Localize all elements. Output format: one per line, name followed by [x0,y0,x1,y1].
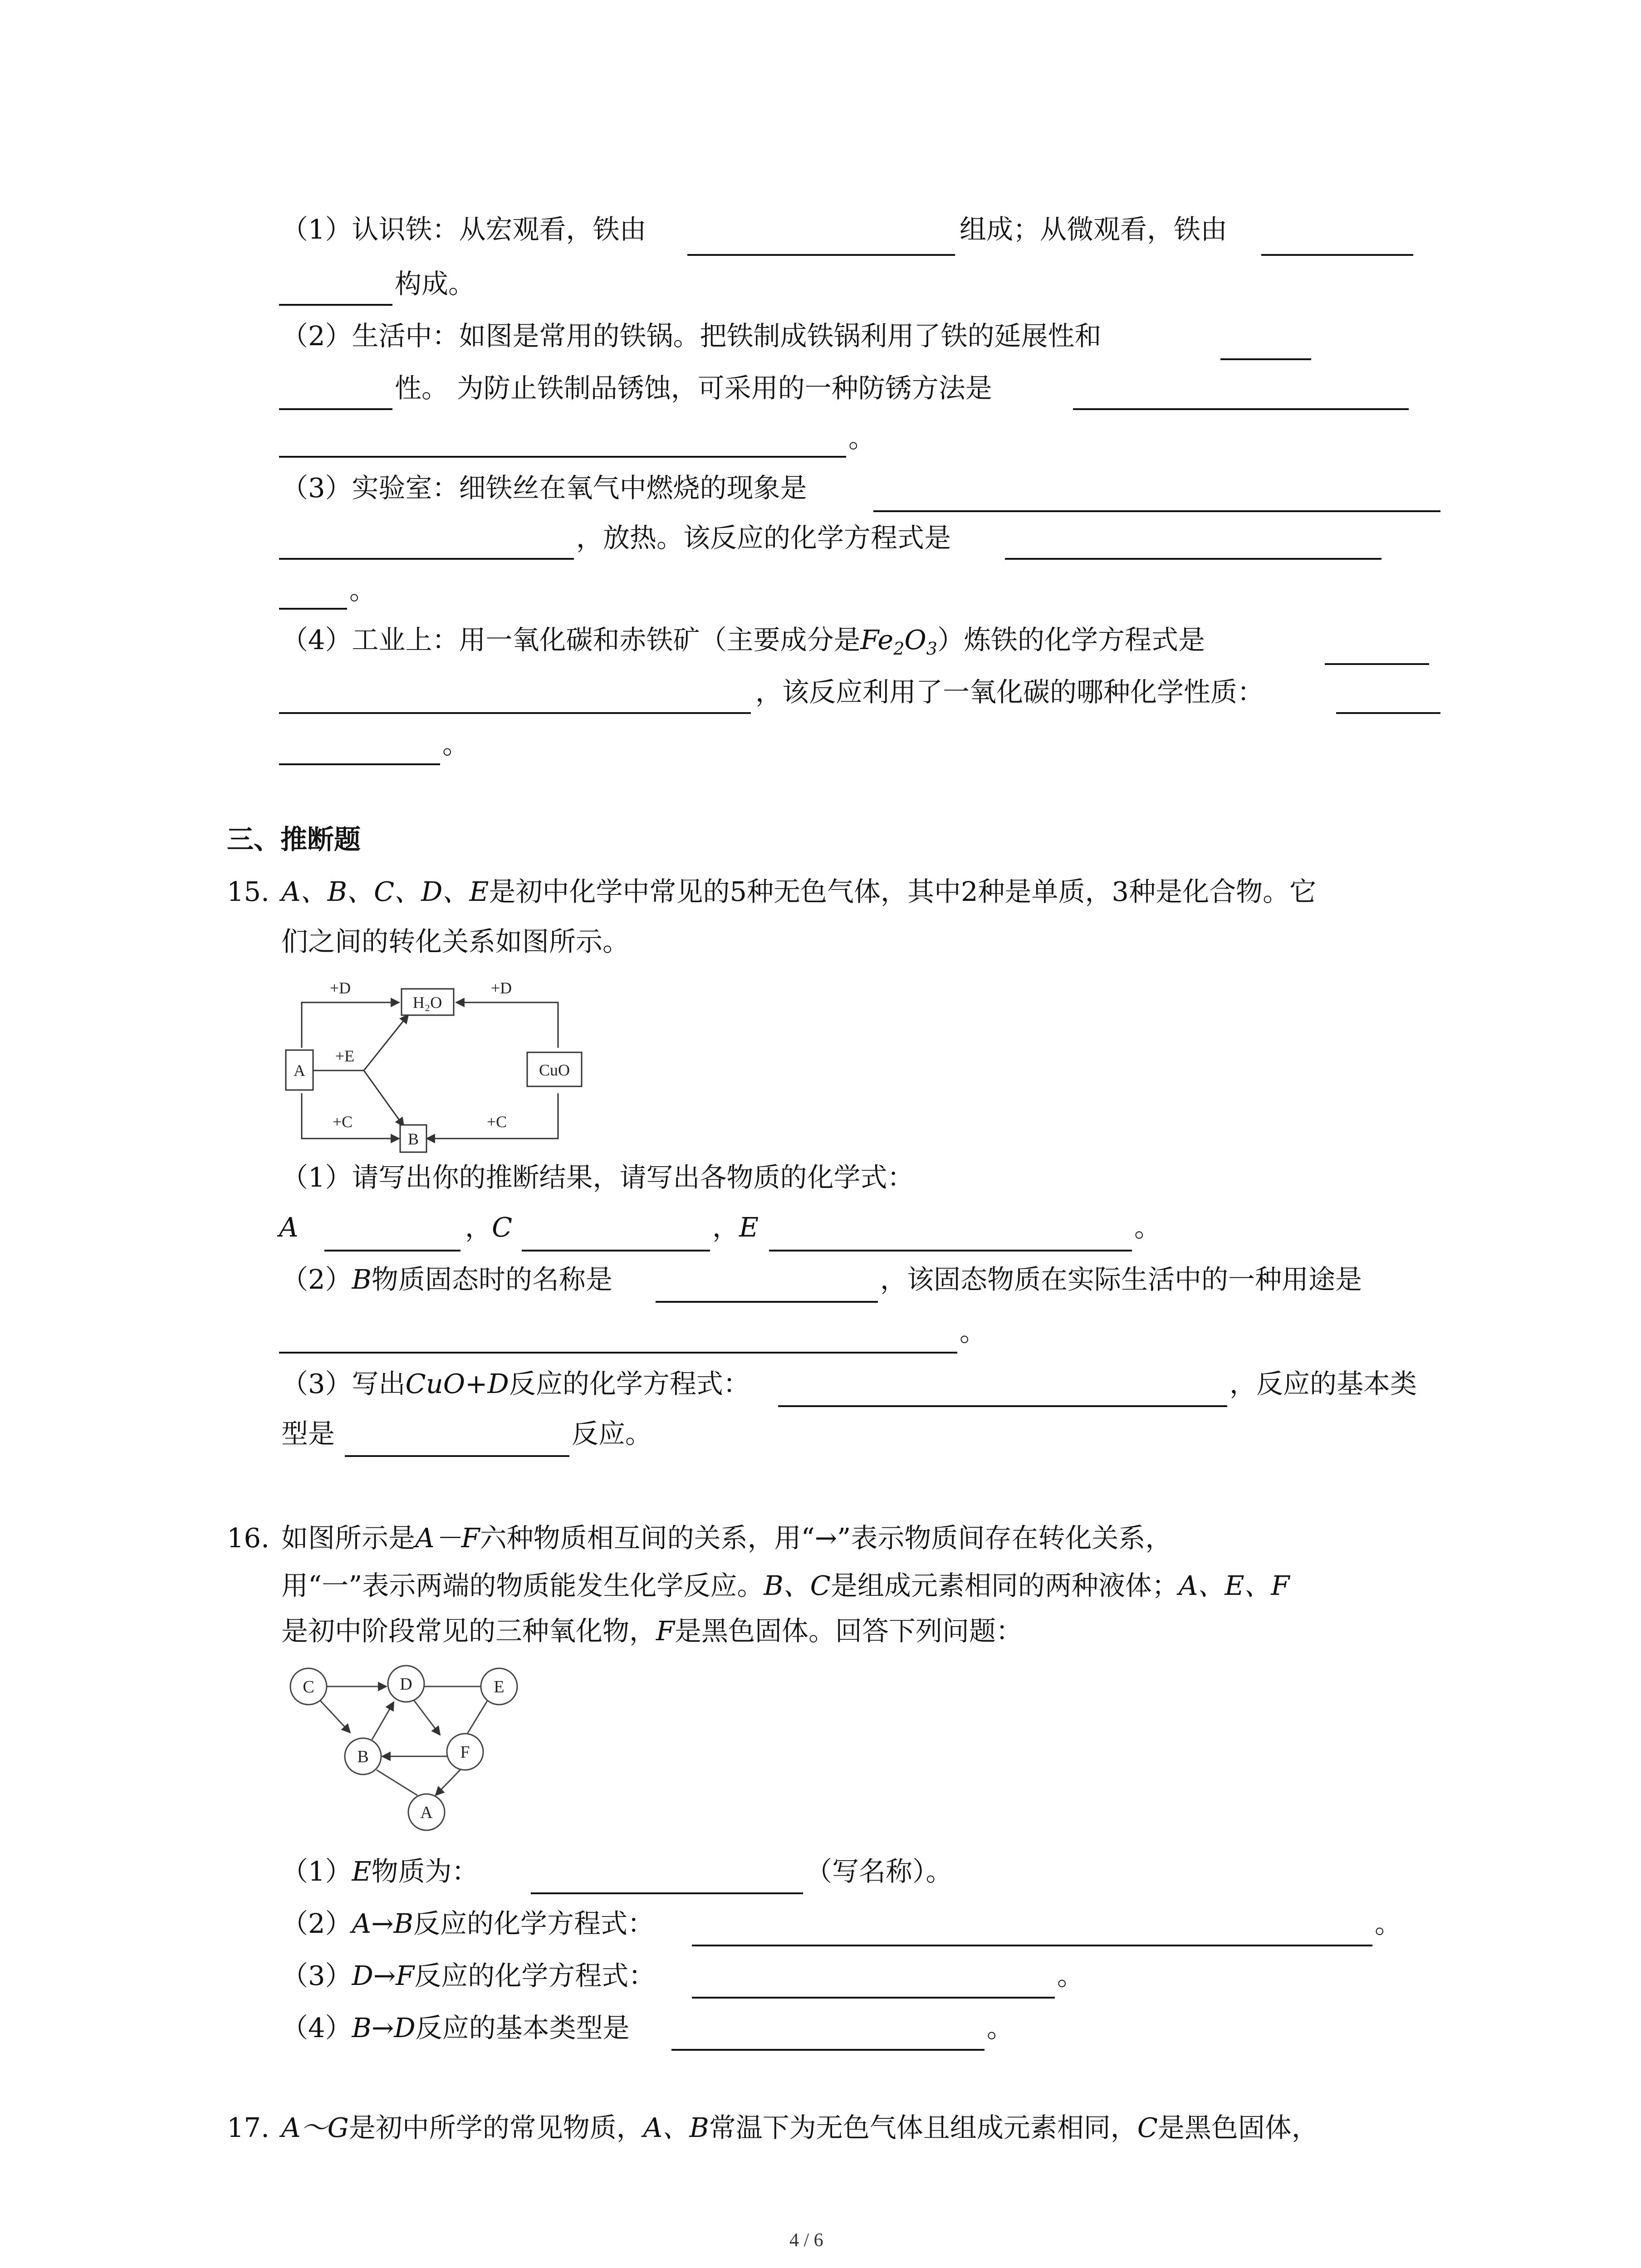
q15-p3-text: 反应的化学方程式： [509,1368,750,1399]
q14-p4-text-a: （4）工业上：用一氧化碳和赤铁矿（主要成分是 [281,624,861,655]
q14-p4-line [281,624,1205,665]
q15-intro-line2: 们之间的转化关系如图所示。 [281,926,630,957]
q16-p3-end: 。 [1057,1960,1084,1991]
q17-text-d: 常温下为无色气体且组成元素相同， [709,2112,1137,2143]
q14-blank-co-property-2[interactable] [279,763,440,765]
q16-p2-text: 反应的化学方程式： [413,1908,654,1939]
page-number: 4 / 6 [789,2230,823,2251]
q14-p2-text-c: 。 [848,422,876,454]
q17-letter-c: C [1137,2112,1158,2143]
q15-p2-prefix: （2） [281,1264,352,1295]
q16-node-label-d: D [400,1675,412,1694]
q15-p1-label-e: ，E [712,1212,759,1243]
q16-p2-prefix: （2） [281,1908,352,1939]
q15-p2-letter: B [352,1264,372,1295]
q14-blank-phenomenon-1[interactable] [873,510,1440,512]
q15-edge-label-d2: +D [490,979,512,997]
q14-p2-text-a: （2）生活中：如图是常用的铁锅。把铁制成铁锅利用了铁的延展性和 [281,320,1102,352]
q16-p3-prefix: （3） [281,1960,352,1991]
q15-intro-line1 [281,875,1316,908]
q15-edge-label-c2: +C [486,1113,507,1131]
q16-blank-e-name[interactable] [531,1892,803,1894]
q16-node-label-f: F [460,1743,470,1762]
q14-p3-text-c: 。 [349,574,377,606]
q14-blank-phenomenon-2[interactable] [279,558,574,560]
q15-p3-formula: CuO+D [405,1368,509,1399]
q15-p1-label-a: A [279,1212,299,1243]
q15-node-label-b: B [407,1130,419,1148]
q16-l3-a: 是初中阶段常见的三种氧化物， [281,1615,656,1647]
q15-blank-cuo-equation[interactable] [778,1405,1227,1407]
q16-line2 [281,1569,1289,1602]
q17-letters-ab: A、B [643,2112,709,2143]
q15-p3-text-f: 反应。 [572,1418,652,1449]
q16-p3-text: 反应的化学方程式： [414,1960,656,1991]
q14-p4-text-b: ）炼铁的化学方程式是 [937,624,1205,655]
q16-p1-prefix: （1） [281,1856,352,1887]
q16-p4-line [281,2012,630,2044]
q14-formula-sub1: 2 [893,639,905,659]
q16-l1-a: 如图所示是 [281,1522,416,1554]
q15-p1-text: （1）请写出你的推断结果，请写出各物质的化学式： [281,1162,914,1193]
q16-l1-b: A－F [415,1522,480,1554]
q16-p1-line [281,1855,479,1888]
q16-p1-letter: E [352,1856,372,1887]
q15-blank-solid-name[interactable] [656,1301,878,1303]
q14-blank-macro[interactable] [687,254,955,256]
q16-l3-c: 是黑色固体。回答下列问题： [674,1615,1023,1647]
q16-l1-c: 六种物质相互间的关系，用“→”表示物质间存在转化关系， [480,1522,1172,1554]
q16-blank-bd-type[interactable] [671,2049,985,2051]
q14-formula-sub2: 3 [926,639,937,659]
q15-p2-line [281,1263,612,1296]
q15-node-label-cuo: CuO [539,1061,570,1079]
q14-p3-text-a: （3）实验室：细铁丝在氧气中燃烧的现象是 [281,472,807,503]
q14-blank-smelting-2[interactable] [279,712,751,714]
q15-blank-a[interactable] [324,1250,460,1251]
q14-p4-text-d: 。 [442,728,470,760]
q14-p1-text-a: （1）认识铁：从宏观看，铁由 [281,214,647,245]
q15-intro-text: 是初中化学中常见的5种无色气体，其中2种是单质，3种是化合物。它 [489,876,1317,907]
q15-p1-end: 。 [1134,1212,1161,1243]
q16-p1-text: 物质为： [371,1856,479,1887]
q16-line3 [281,1615,1023,1647]
q16-p3-line [281,1960,655,1992]
q15-p2-text-d: ，该固态物质在实际生活中的一种用途是 [880,1264,1362,1295]
q14-blank-smelting-1[interactable] [1325,663,1429,665]
q17-number: 17. [227,2112,269,2143]
q15-p3-text-d: ，反应的基本类 [1230,1368,1417,1399]
q14-p1-text-b: 组成；从微观看，铁由 [960,214,1228,245]
section-heading: 三、推断题 [227,824,361,855]
q15-intro-letters: A、B、C、D、E [281,876,489,907]
q14-blank-co-property-1[interactable] [1336,712,1440,714]
q16-p4-prefix: （4） [281,2012,352,2043]
q17-range: A～G [281,2112,349,2143]
q14-blank-equation-2[interactable] [279,608,347,610]
q16-p4-end: 。 [987,2012,1014,2043]
q15-node-label-a: A [294,1061,305,1080]
q16-blank-df-equation[interactable] [692,1997,1055,1999]
q15-p3-line [281,1368,750,1400]
q14-p1-text-c: 构成。 [395,268,475,299]
q15-p3-prefix: （3）写出 [281,1368,406,1399]
q16-diagram [272,1651,554,1851]
q16-node-label-e: E [494,1677,505,1696]
q14-p3-text-b: ，放热。该反应的化学方程式是 [576,522,951,553]
q14-blank-micro-2[interactable] [279,304,392,306]
q16-blank-ab-equation[interactable] [692,1945,1372,1946]
q16-l2-c: 是组成元素相同的两种液体； [830,1570,1179,1601]
q16-line1 [281,1522,1172,1554]
q17-text-b: 是初中所学的常见物质， [348,2112,643,2143]
q14-blank-property-2[interactable] [279,408,392,410]
q14-formula-fe: Fe [860,624,894,655]
q16-node-label-c: C [303,1677,314,1696]
q15-p1-label-c: ，C [465,1212,513,1243]
q16-number: 16. [227,1522,269,1554]
q15-blank-use[interactable] [279,1352,957,1354]
q16-p1-end: （写名称）。 [805,1856,953,1887]
q16-p2-line [281,1907,654,1940]
q15-blank-e[interactable] [769,1250,1132,1251]
q17-text-f: 是黑色固体， [1157,2112,1318,2143]
q14-p2-text-b: 性。 为防止铁制品锈蚀，可采用的一种防锈方法是 [395,372,992,404]
q14-blank-property-1[interactable] [1220,358,1311,360]
q14-formula-o: O [904,624,926,655]
q16-p2-end: 。 [1375,1908,1402,1939]
q15-node-label-h2o: H₂O [412,993,442,1012]
q15-blank-reaction-type[interactable] [345,1455,569,1457]
q15-blank-c[interactable] [522,1250,710,1251]
q15-p2-text: 物质固态时的名称是 [371,1264,612,1295]
q15-edge-label-e: +E [335,1047,355,1065]
q15-edge-label-c1: +C [332,1113,353,1131]
q16-p2-formula: A→B [352,1908,413,1939]
q16-l2-b: B、C [764,1570,831,1601]
q15-p3-text-e: 型是 [281,1418,335,1449]
q14-p4-text-c: ，该反应利用了一氧化碳的哪种化学性质： [755,676,1264,708]
q15-edge-label-d1: +D [329,979,351,997]
q14-blank-equation-1[interactable] [1005,558,1381,560]
q17-line1 [281,2112,1318,2144]
q16-node-label-b: B [357,1747,369,1766]
q15-p2-end: 。 [960,1316,987,1347]
q16-node-label-a: A [420,1803,433,1822]
q16-l3-b: F [656,1615,675,1647]
q16-p4-formula: B→D [352,2012,416,2043]
q16-l2-a: 用“一”表示两端的物质能发生化学反应。 [281,1570,764,1601]
q16-p3-formula: D→F [352,1960,415,1991]
q16-l2-d: A、E、F [1178,1570,1290,1601]
q14-blank-micro-1[interactable] [1261,254,1413,256]
q15-diagram [277,968,603,1159]
q15-number: 15. [227,876,269,907]
q14-blank-rust-1[interactable] [1073,408,1409,410]
q14-blank-rust-2[interactable] [279,456,846,458]
q16-p4-text: 反应的基本类型是 [415,2012,630,2043]
